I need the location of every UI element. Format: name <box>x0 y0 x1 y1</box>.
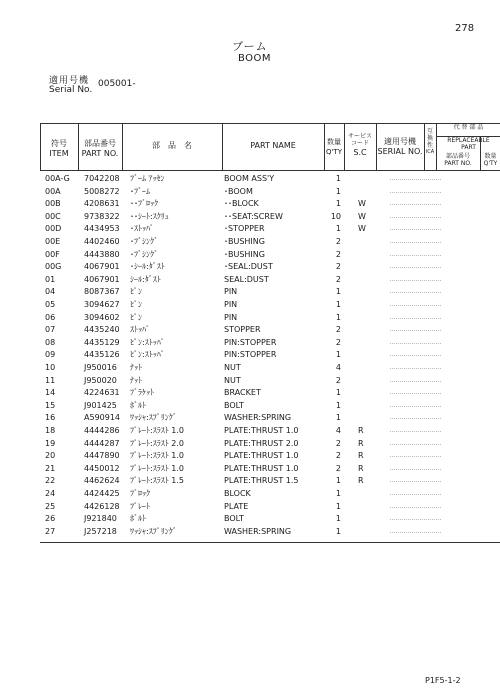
service-code-cell: R <box>358 451 364 461</box>
table-row <box>40 348 500 361</box>
part-name-jp-cell: ﾋﾟﾝ <box>130 312 142 322</box>
header-part-name: PART NAME <box>250 141 296 150</box>
header-qty-jp: 数量 <box>327 138 341 146</box>
qty-cell: 2 <box>335 325 341 335</box>
page-title-en: BOOM <box>238 53 272 64</box>
part-name-jp-cell: ﾜｯｼｬ:ｽﾌﾟﾘﾝｸﾞ <box>130 526 177 536</box>
parts-table <box>40 123 500 543</box>
item-cell: 16 <box>45 413 56 423</box>
item-cell: 00C <box>45 211 61 221</box>
table-row <box>40 235 500 248</box>
header-ica-3: 性 <box>426 142 433 149</box>
part-no-cell: 4435129 <box>84 337 120 347</box>
table-row <box>40 437 500 450</box>
qty-cell: 4 <box>335 426 341 435</box>
part-name-cell: PLATE:THRUST 1.0 <box>224 426 299 435</box>
part-name-jp-cell: ﾎﾞﾙﾄ <box>130 514 146 524</box>
part-name-cell: PIN:STOPPER <box>224 337 277 347</box>
qty-cell: 1 <box>335 476 341 486</box>
row-leader-dots <box>390 242 441 243</box>
qty-cell: 2 <box>335 337 341 347</box>
table-row <box>40 487 500 500</box>
row-leader-dots <box>390 255 441 256</box>
item-cell: 24 <box>45 489 56 498</box>
part-name-jp-cell: ﾌﾞﾛｯｸ <box>130 489 150 498</box>
part-name-cell: BOLT <box>224 400 244 410</box>
part-name-cell: PLATE:THRUST 1.5 <box>224 476 299 486</box>
table-row <box>40 399 500 412</box>
table-row <box>40 525 500 538</box>
row-leader-dots <box>390 217 441 218</box>
part-no-cell: 4435126 <box>84 350 120 360</box>
part-name-cell: NUT <box>224 375 241 385</box>
page-title-jp: ブーム <box>232 40 268 53</box>
part-name-jp-cell: ･･ﾌﾞﾛｯｸ <box>130 199 158 209</box>
qty-cell: 1 <box>335 413 341 423</box>
qty-cell: 1 <box>335 350 341 360</box>
part-name-cell: PLATE:THRUST 1.0 <box>224 463 299 473</box>
table-row <box>40 336 500 349</box>
part-name-jp-cell: ﾌﾟﾚｰﾄ:ｽﾗｽﾄ 1.0 <box>130 451 184 461</box>
part-no-cell: 5008272 <box>84 186 120 196</box>
qty-cell: 1 <box>335 174 341 183</box>
part-name-cell: ･SEAL:DUST <box>224 262 273 272</box>
row-leader-dots <box>390 444 441 445</box>
row-leader-dots <box>390 393 441 394</box>
item-cell: 00B <box>45 199 61 209</box>
header-part-no-en: PART NO. <box>81 149 119 158</box>
header-ica <box>424 128 436 156</box>
table-row <box>40 260 500 273</box>
item-cell: 20 <box>45 451 56 461</box>
item-cell: 00A-G <box>45 174 70 183</box>
service-code-cell: W <box>358 211 366 221</box>
row-leader-dots <box>390 431 441 432</box>
table-row <box>40 462 500 475</box>
row-leader-dots <box>390 368 441 369</box>
qty-cell: 1 <box>335 287 341 297</box>
item-cell: 08 <box>45 337 56 347</box>
qty-cell: 4 <box>335 363 341 372</box>
header-ica-2: 換 <box>426 135 433 142</box>
part-name-cell: PIN <box>224 312 238 322</box>
part-name-cell: ･BOOM <box>224 186 253 196</box>
part-no-cell: 4426128 <box>84 501 120 511</box>
part-no-cell: 4435240 <box>84 325 120 335</box>
header-replaceable-en-1: REPLACEABLE <box>447 137 490 144</box>
item-cell: 07 <box>45 325 56 335</box>
part-name-cell: WASHER:SPRING <box>224 413 292 423</box>
part-name-cell: ･･SEAT:SCREW <box>224 211 283 221</box>
qty-cell: 2 <box>335 375 341 385</box>
part-no-cell: 3094602 <box>84 312 120 322</box>
header-service-jp-2: コード <box>350 140 369 147</box>
table-row <box>40 311 500 324</box>
header-item <box>40 139 78 159</box>
part-no-cell: 4402460 <box>84 237 120 246</box>
item-cell: 09 <box>45 350 56 360</box>
header-service-en: S.C <box>353 148 367 157</box>
table-row <box>40 386 500 399</box>
qty-cell: 1 <box>335 224 341 234</box>
part-name-cell: PIN <box>224 300 238 309</box>
part-name-jp-cell: ﾋﾟﾝ <box>130 300 142 309</box>
qty-cell: 2 <box>335 262 341 272</box>
part-name-jp-cell: ﾌﾟﾚｰﾄ:ｽﾗｽﾄ 1.0 <box>130 426 184 435</box>
item-cell: 22 <box>45 476 56 486</box>
header-repl-part-jp: 部品番号 <box>445 153 470 160</box>
row-leader-dots <box>390 280 441 281</box>
table-row <box>40 449 500 462</box>
header-ica-1: 互 <box>426 128 433 135</box>
part-no-cell: 4208631 <box>84 199 120 209</box>
table-row <box>40 210 500 223</box>
row-leader-dots <box>390 204 441 205</box>
footer-code: P1F5-1-2 <box>425 676 461 685</box>
item-cell: 15 <box>45 400 56 410</box>
item-cell: 06 <box>45 312 56 322</box>
part-no-cell: 4450012 <box>84 463 120 473</box>
part-no-cell: 4444286 <box>84 426 120 435</box>
part-name-cell: BOLT <box>224 514 244 524</box>
service-code-cell: W <box>358 199 366 209</box>
header-serial-jp: 適用号機 <box>384 137 416 146</box>
part-no-cell: 4224631 <box>84 388 120 398</box>
part-name-cell: PLATE:THRUST 2.0 <box>224 438 299 448</box>
header-serial-en: SERIAL NO. <box>377 147 423 156</box>
service-code-cell: R <box>358 426 364 435</box>
qty-cell: 1 <box>335 489 341 498</box>
part-no-cell: 4444287 <box>84 438 120 448</box>
part-name-jp-cell: ･ﾌﾞｰﾑ <box>130 186 150 196</box>
header-item-jp: 符号 <box>51 139 67 148</box>
part-name-cell: BRACKET <box>224 388 261 398</box>
table-row <box>40 500 500 513</box>
item-cell: 11 <box>45 375 56 385</box>
row-leader-dots <box>390 267 441 268</box>
part-name-jp-cell: ･ﾌﾞｼﾝｸﾞ <box>130 249 158 259</box>
qty-cell: 1 <box>335 300 341 309</box>
qty-cell: 1 <box>335 388 341 398</box>
table-row <box>40 248 500 261</box>
header-qty-en: Q'TY <box>326 148 342 156</box>
header-replaceable-en <box>436 137 500 151</box>
row-leader-dots <box>390 343 441 344</box>
item-cell: 00A <box>45 186 61 196</box>
service-code-cell: R <box>358 463 364 473</box>
table-row <box>40 185 500 198</box>
page-number: 278 <box>455 23 475 34</box>
table-row <box>40 323 500 336</box>
table-row <box>40 197 500 210</box>
row-leader-dots <box>390 406 441 407</box>
part-no-cell: J921840 <box>84 514 117 524</box>
qty-cell: 2 <box>335 463 341 473</box>
part-no-cell: J950020 <box>84 375 117 385</box>
qty-cell: 1 <box>335 186 341 196</box>
row-leader-dots <box>390 179 441 180</box>
table-row <box>40 361 500 374</box>
item-cell: 00F <box>45 249 60 259</box>
part-no-cell: 7042208 <box>84 174 120 183</box>
part-name-jp-cell: ﾌﾞﾗｹｯﾄ <box>130 388 154 398</box>
part-no-cell: 8087367 <box>84 287 120 297</box>
part-name-jp-cell: ･･ｼｰﾄ:ｽｸﾘｭ <box>130 211 169 221</box>
part-name-cell: ･BUSHING <box>224 237 265 246</box>
part-name-jp-cell: ﾋﾟﾝ:ｽﾄｯﾊﾟ <box>130 350 165 360</box>
serial-label-jp: 適用号機 <box>49 76 90 86</box>
table-top-rule <box>40 123 500 124</box>
part-no-cell: J257218 <box>84 526 117 536</box>
row-leader-dots <box>390 494 441 495</box>
table-row <box>40 374 500 387</box>
table-row <box>40 298 500 311</box>
part-name-jp-cell: ﾌﾟﾚｰﾄ:ｽﾗｽﾄ 2.0 <box>130 438 184 448</box>
part-name-jp-cell: ﾅｯﾄ <box>130 375 142 385</box>
part-no-cell: 4462624 <box>84 476 120 486</box>
qty-cell: 1 <box>335 199 341 209</box>
qty-cell: 2 <box>335 438 341 448</box>
row-leader-dots <box>390 355 441 356</box>
header-part-no-jp: 部品番号 <box>84 139 116 148</box>
part-name-jp-cell: ｼｰﾙ:ﾀﾞｽﾄ <box>130 274 161 284</box>
row-leader-dots <box>390 229 441 230</box>
part-name-jp-cell: ･ﾌﾞｼﾝｸﾞ <box>130 237 158 246</box>
part-no-cell: 4424425 <box>84 489 120 498</box>
row-leader-dots <box>390 481 441 482</box>
part-name-jp-cell: ﾜｯｼｬ:ｽﾌﾟﾘﾝｸﾞ <box>130 413 177 423</box>
item-cell: 00E <box>45 237 61 246</box>
header-ica-en: ICA <box>425 149 435 155</box>
part-name-jp-cell: ﾌﾟﾚｰﾄ:ｽﾗｽﾄ 1.5 <box>130 476 184 486</box>
header-repl-part-en: PART NO. <box>444 160 472 167</box>
part-name-jp-cell: ･ｽﾄｯﾊﾟ <box>130 224 154 234</box>
item-cell: 01 <box>45 274 56 284</box>
part-no-cell: 4434953 <box>84 224 120 234</box>
item-cell: 26 <box>45 514 56 524</box>
part-name-cell: BLOCK <box>224 489 251 498</box>
part-name-jp-cell: ･ｼｰﾙ:ﾀﾞｽﾄ <box>130 262 165 272</box>
item-cell: 18 <box>45 426 56 435</box>
qty-cell: 10 <box>330 211 341 221</box>
qty-cell: 1 <box>335 514 341 524</box>
item-cell: 14 <box>45 388 56 398</box>
part-no-cell: J901425 <box>84 400 117 410</box>
item-cell: 00G <box>45 262 62 272</box>
row-leader-dots <box>390 418 441 419</box>
header-qty <box>324 137 344 157</box>
header-replaceable-en-2: PART <box>461 144 476 151</box>
row-leader-dots <box>390 456 441 457</box>
part-name-jp-cell: ｽﾄｯﾊﾟ <box>130 325 150 335</box>
table-row <box>40 512 500 525</box>
table-row <box>40 172 500 185</box>
qty-cell: 1 <box>335 312 341 322</box>
table-row <box>40 285 500 298</box>
qty-cell: 2 <box>335 451 341 461</box>
part-no-cell: 4067901 <box>84 262 120 272</box>
part-name-cell: SEAL:DUST <box>224 274 269 284</box>
qty-cell: 1 <box>335 526 341 536</box>
serial-value: 005001- <box>98 79 136 89</box>
header-serial <box>376 137 424 157</box>
part-name-jp-cell: ﾌﾟﾚｰﾄ:ｽﾗｽﾄ 1.0 <box>130 463 184 473</box>
part-name-cell: WASHER:SPRING <box>224 526 292 536</box>
service-code-cell: W <box>358 224 366 234</box>
part-name-cell: ･･BLOCK <box>224 199 259 209</box>
item-cell: 21 <box>45 463 56 473</box>
header-replaceable-jp: 代 替 部 品 <box>453 124 484 131</box>
part-no-cell: J950016 <box>84 363 117 372</box>
header-item-en: ITEM <box>49 149 69 158</box>
item-cell: 27 <box>45 526 56 536</box>
header-service-code <box>344 133 376 158</box>
part-name-cell: NUT <box>224 363 241 372</box>
part-name-jp-cell: ﾌﾟﾚｰﾄ <box>130 501 150 511</box>
part-no-cell: 4067901 <box>84 274 120 284</box>
part-name-cell: ･BUSHING <box>224 249 265 259</box>
item-cell: 04 <box>45 287 56 297</box>
part-no-cell: 4447890 <box>84 451 120 461</box>
part-no-cell: A590914 <box>84 413 121 423</box>
service-code-cell: R <box>358 438 364 448</box>
part-name-cell: BOOM ASS'Y <box>224 174 275 183</box>
table-header-rule <box>40 170 500 171</box>
part-name-cell: PLATE:THRUST 1.0 <box>224 451 299 461</box>
row-leader-dots <box>390 305 441 306</box>
item-cell: 10 <box>45 363 56 372</box>
serial-label-en: Serial No. <box>49 85 93 95</box>
table-bottom-rule <box>40 542 500 543</box>
item-cell: 25 <box>45 501 56 511</box>
part-name-cell: PLATE <box>224 501 249 511</box>
qty-cell: 2 <box>335 237 341 246</box>
qty-cell: 2 <box>335 249 341 259</box>
item-cell: 19 <box>45 438 56 448</box>
part-name-cell: PIN:STOPPER <box>224 350 277 360</box>
part-name-jp-cell: ﾎﾞﾙﾄ <box>130 400 146 410</box>
qty-cell: 2 <box>335 274 341 284</box>
table-row <box>40 474 500 487</box>
row-leader-dots <box>390 519 441 520</box>
part-name-cell: STOPPER <box>224 325 261 335</box>
row-leader-dots <box>390 532 441 533</box>
header-repl-qty-jp: 数量 <box>484 153 497 160</box>
row-leader-dots <box>390 381 441 382</box>
header-part-no <box>78 139 122 159</box>
item-cell: 00D <box>45 224 62 234</box>
table-row <box>40 222 500 235</box>
header-replaceable <box>436 124 500 131</box>
qty-cell: 1 <box>335 400 341 410</box>
header-repl-qty-en: Q'TY <box>483 160 498 167</box>
header-service-jp-1: サービス <box>347 133 372 140</box>
service-code-cell: R <box>358 476 364 486</box>
row-leader-dots <box>390 192 441 193</box>
row-leader-dots <box>390 330 441 331</box>
part-name-jp-cell: ﾌﾞｰﾑ ｱｯｾﾝ <box>130 174 165 183</box>
table-row <box>40 424 500 437</box>
part-name-jp-cell: ﾋﾟﾝ <box>130 287 142 297</box>
table-row <box>40 273 500 286</box>
row-leader-dots <box>390 318 441 319</box>
part-name-jp-cell: ﾋﾟﾝ:ｽﾄｯﾊﾟ <box>130 337 165 347</box>
header-repl-qty <box>480 153 500 167</box>
row-leader-dots <box>390 507 441 508</box>
table-row <box>40 411 500 424</box>
qty-cell: 1 <box>335 501 341 511</box>
part-name-jp-cell: ﾅｯﾄ <box>130 363 142 372</box>
item-cell: 05 <box>45 300 56 309</box>
row-leader-dots <box>390 469 441 470</box>
header-name-jp: 部 品 名 <box>152 141 192 150</box>
part-name-cell: ･STOPPER <box>224 224 265 234</box>
part-no-cell: 4443880 <box>84 249 120 259</box>
header-repl-part-no <box>436 153 480 167</box>
row-leader-dots <box>390 292 441 293</box>
part-no-cell: 9738322 <box>84 211 120 221</box>
part-name-cell: PIN <box>224 287 238 297</box>
part-no-cell: 3094627 <box>84 300 120 309</box>
